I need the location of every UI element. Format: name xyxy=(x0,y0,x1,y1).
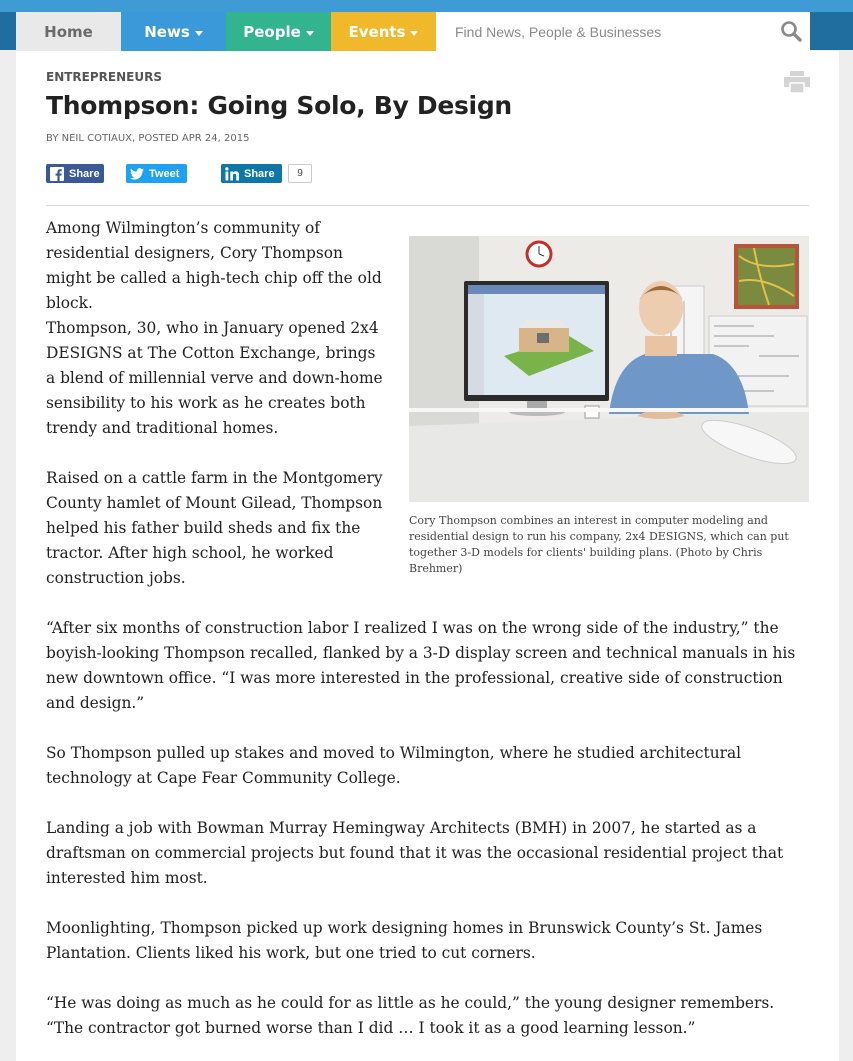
photo-caption: Cory Thompson combines an interest in computer modeling and residential design to run his company, 2x4 DESIGNS, which can put together 3-D models for clients' building plans. (Photo by Chris Brehmer) xyxy=(409,514,789,575)
article-paragraph: Thompson, 30, who in January opened 2x4 DESIGNS at The Cotton Exchange, brings a blend of millennial verve and down-home sensibility to his work as he creates both trendy and traditional homes. xyxy=(46,319,383,437)
nav-home[interactable] xyxy=(16,12,121,51)
linkedin-share-count: 9 xyxy=(288,164,312,183)
search-icon[interactable] xyxy=(780,20,802,42)
article-photo[interactable] xyxy=(409,236,809,502)
nav-people-label: People xyxy=(243,22,301,41)
article-paragraph: “After six months of construction labor I realized I was on the wrong side of the industry,” the boyish-looking Thompson recalled, flanked by a 3-D display screen and technical manuals in his new downtown office. “I was more interested in the professional, creative side of construction and design.” xyxy=(46,619,796,712)
article-category[interactable]: ENTREPRENEURS xyxy=(46,70,162,84)
twitter-bird-icon xyxy=(129,166,145,181)
search-input[interactable] xyxy=(436,12,766,51)
facebook-share-label: Share xyxy=(69,167,100,180)
caret-down-icon xyxy=(195,31,203,36)
linkedin-share-label: Share xyxy=(244,167,275,180)
caret-down-icon xyxy=(410,31,418,36)
article-paragraph: Landing a job with Bowman Murray Hemingway Architects (BMH) in 2007, he started as a draftsman on commercial projects but found that it was the occasional residential project that interested him most. xyxy=(46,819,784,887)
print-icon[interactable] xyxy=(784,71,810,93)
article-paragraph: Raised on a cattle farm in the Montgomery County hamlet of Mount Gilead, Thompson helped his father build sheds and fix the tractor. After high school, he worked construction jobs. xyxy=(46,469,383,587)
main-nav xyxy=(16,12,436,51)
article-card xyxy=(16,51,839,1061)
facebook-share-button[interactable] xyxy=(46,164,104,183)
facebook-icon xyxy=(49,166,65,181)
nav-events-label: Events xyxy=(348,22,406,41)
nav-events[interactable] xyxy=(331,12,436,51)
linkedin-share-button[interactable] xyxy=(221,164,282,183)
search-box xyxy=(436,12,810,51)
top-stripe xyxy=(0,0,853,12)
article-paragraph: Among Wilmington’s community of residential designers, Cory Thompson might be called a high-tech chip off the old block. xyxy=(46,219,382,312)
article-paragraph: “He was doing as much as he could for as little as he could,” the young designer remembers. “The contractor got burned worse than I did … I took it as a good learning lesson.” xyxy=(46,994,775,1037)
nav-home-label: Home xyxy=(44,22,93,41)
article-title: Thompson: Going Solo, By Design xyxy=(46,91,512,120)
twitter-tweet-button[interactable] xyxy=(126,164,187,183)
article-paragraph: So Thompson pulled up stakes and moved to Wilmington, where he studied architectural technology at Cape Fear Community College. xyxy=(46,744,742,787)
nav-people[interactable] xyxy=(226,12,331,51)
article-paragraph: Moonlighting, Thompson picked up work designing homes in Brunswick County’s St. James Plantation. Clients liked his work, but one tried to cut corners. xyxy=(46,919,763,962)
nav-news[interactable] xyxy=(121,12,226,51)
nav-news-label: News xyxy=(144,22,190,41)
twitter-tweet-label: Tweet xyxy=(149,167,180,180)
caret-down-icon xyxy=(306,31,314,36)
divider xyxy=(46,205,809,206)
article-byline: BY NEIL COTIAUX, POSTED APR 24, 2015 xyxy=(46,133,250,144)
linkedin-icon xyxy=(224,166,240,181)
office-photo-image xyxy=(409,236,809,502)
